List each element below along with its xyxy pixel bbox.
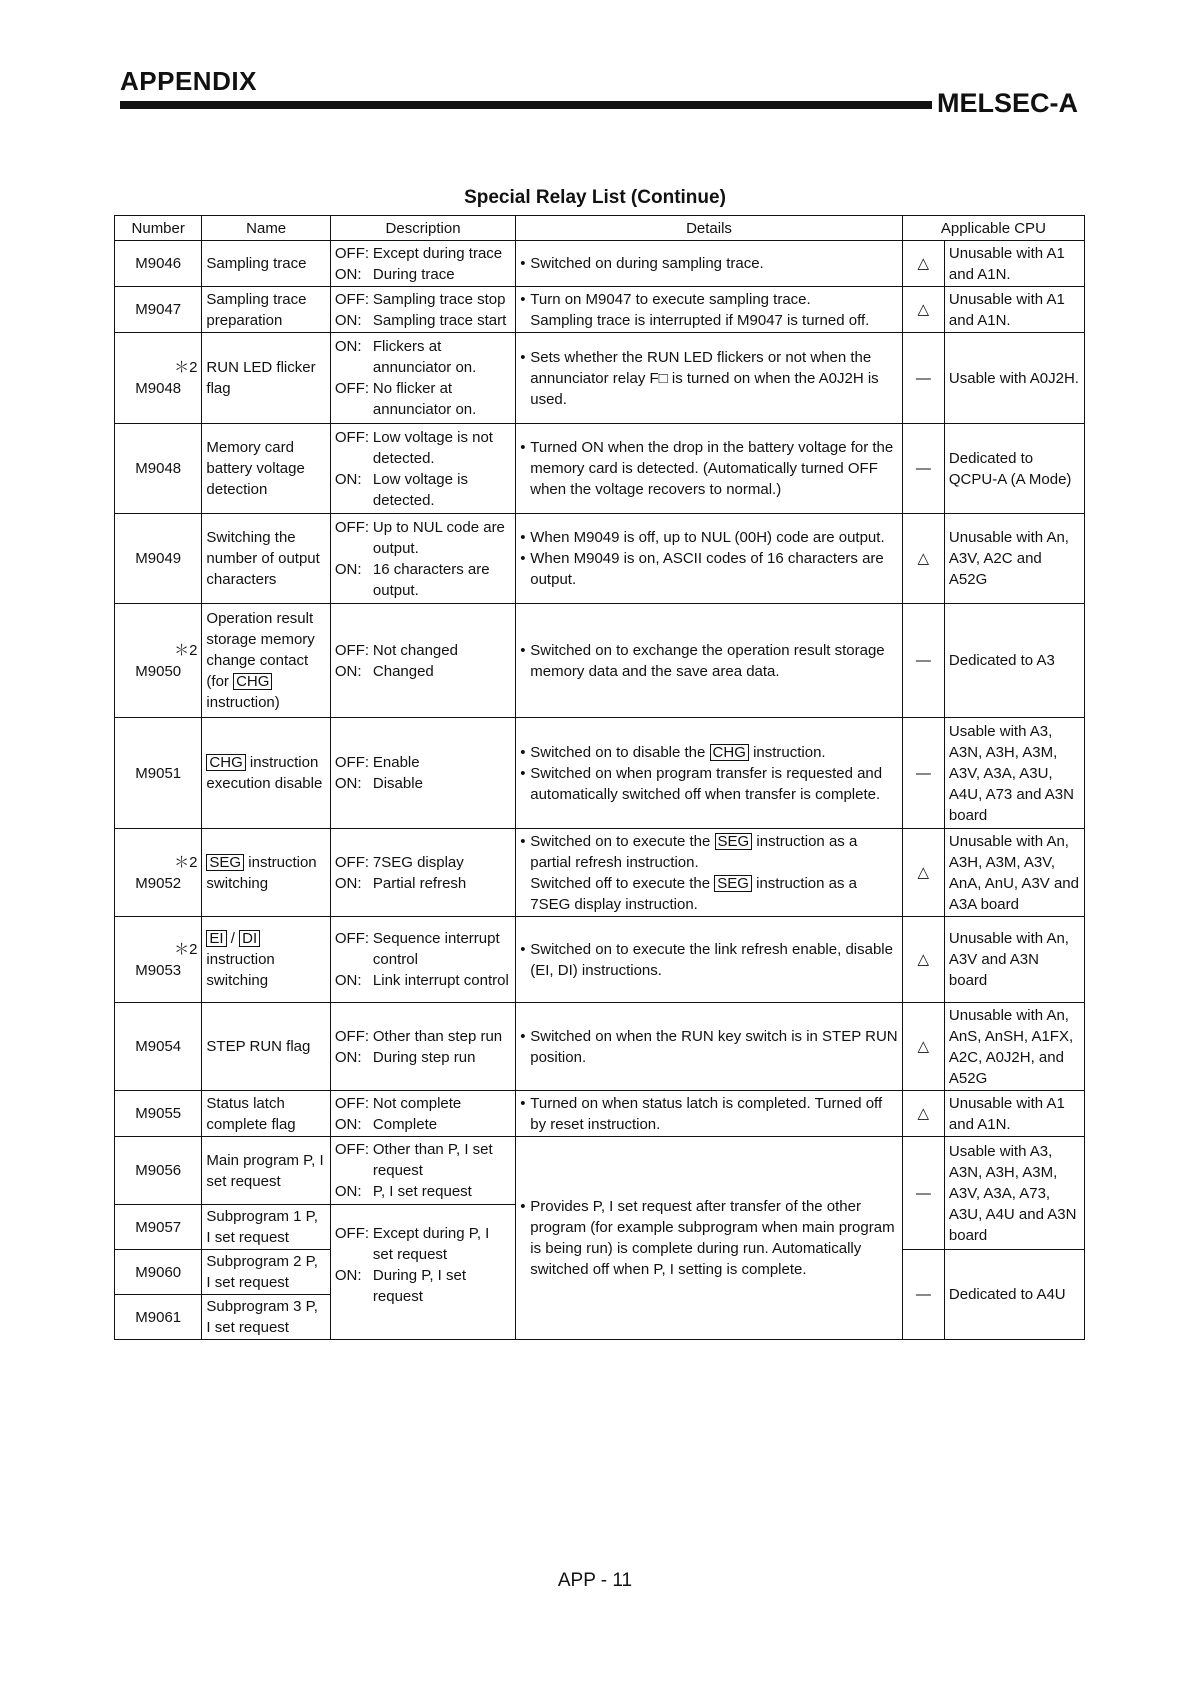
desc-key: OFF: — [334, 1027, 370, 1045]
detail-text: Turned on when status latch is completed. Turned off by reset instruction. — [530, 1094, 883, 1133]
relay-description — [330, 604, 515, 718]
relay-number: M9060 — [115, 1250, 202, 1295]
ei-instruction-box: EI — [206, 930, 226, 947]
relay-details: • Switched on to exchange the operation result storage memory data and the save area data. — [516, 604, 903, 718]
relay-description — [330, 1137, 515, 1205]
applicable-cpu: Unusable with An, A3V and A3N board — [944, 917, 1084, 1003]
relay-description — [330, 718, 515, 829]
relay-name-text: instruction — [249, 754, 319, 771]
relay-name-text: Operation result storage memory change contact (for — [206, 610, 315, 690]
desc-key: ON: — [334, 265, 362, 283]
detail-text: Turn on M9047 to execute sampling trace. — [530, 290, 811, 308]
detail-text: Switched on to disable the — [530, 743, 706, 761]
relay-details: • Switched on to disable the CHG instruction. • Switched on when program transfer is requested and automatically switched off when transfer is complete. — [516, 718, 903, 829]
triangle-icon: △ — [902, 514, 944, 604]
detail-text: Switched on when program transfer is requested and automatically switched off when transfer is complete. — [530, 764, 883, 803]
relay-details: • Switched on when the RUN key switch is in STEP RUN position. — [516, 1003, 903, 1091]
relay-number: M9056 — [115, 1137, 202, 1205]
desc-value: Changed — [372, 662, 434, 680]
desc-key: OFF: — [334, 1225, 370, 1242]
note-marker: ＊2 — [174, 853, 198, 871]
relay-number: M9061 — [115, 1295, 202, 1340]
relay-name-text: instruction) — [206, 694, 280, 711]
chg-instruction-box: CHG — [206, 754, 245, 771]
desc-key: ON: — [334, 1048, 362, 1066]
desc-key: ON: — [334, 662, 362, 680]
desc-value: Low voltage is detected. — [372, 470, 468, 509]
detail-text: instruction as a partial refresh instruction. — [530, 832, 858, 871]
special-relay-table — [114, 215, 1085, 1340]
detail-text: Switched on to execute the — [530, 832, 711, 850]
relay-name: RUN LED flicker flag — [202, 333, 330, 424]
relay-name — [202, 829, 330, 917]
desc-key: ON: — [334, 311, 362, 329]
detail-text: Turned ON when the drop in the battery voltage for the memory card is detected. (Automatically turned OFF when the voltage recovers to normal.) — [530, 439, 894, 498]
desc-value: During trace — [372, 265, 455, 283]
relay-description — [330, 1205, 515, 1340]
relay-number: M9054 — [115, 1003, 202, 1091]
table-row — [115, 917, 1085, 1003]
table-row — [115, 1137, 1085, 1205]
detail-text: Switched on during sampling trace. — [530, 255, 764, 272]
table-row — [115, 1003, 1085, 1091]
desc-value: Sampling trace stop — [372, 290, 506, 308]
applicable-cpu: Dedicated to QCPU-A (A Mode) — [944, 424, 1084, 514]
relay-number-cell — [115, 917, 202, 1003]
relay-details: • Provides P, I set request after transfer of the other program (for example subprogram when main program is being run) is complete during run. Automatically switched off when P, I setting is complete. — [516, 1137, 903, 1340]
desc-key: OFF: — [334, 1141, 370, 1158]
detail-text: Sampling trace is interrupted if M9047 is turned off. — [530, 311, 870, 329]
desc-value: Enable — [372, 754, 420, 771]
relay-details: • Switched on during sampling trace. — [516, 241, 903, 287]
desc-key: OFF: — [334, 930, 370, 947]
relay-details: • Sets whether the RUN LED flickers or not when the annunciator relay F□ is turned on when the A0J2H is used. — [516, 333, 903, 424]
desc-key: OFF: — [334, 641, 370, 659]
desc-value: No flicker at annunciator on. — [372, 380, 477, 418]
detail-text: instruction. — [753, 743, 826, 761]
col-name: Name — [202, 216, 330, 241]
detail-text: Switched on to exchange the operation result storage memory data and the save area data. — [530, 641, 885, 680]
desc-key: ON: — [334, 470, 362, 488]
appendix-heading: APPENDIX — [120, 66, 257, 96]
desc-value: Other than step run — [372, 1027, 503, 1045]
table-row — [115, 241, 1085, 287]
desc-value: Partial refresh — [372, 874, 467, 892]
desc-key: ON: — [334, 560, 362, 578]
table-row — [115, 514, 1085, 604]
relay-name — [202, 917, 330, 1003]
seg-instruction-box: SEG — [715, 833, 753, 850]
desc-key: ON: — [334, 1115, 362, 1133]
relay-details: • Turned on when status latch is completed. Turned off by reset instruction. — [516, 1091, 903, 1137]
relay-number: M9055 — [115, 1091, 202, 1137]
melsec-heading: MELSEC-A — [937, 88, 1078, 118]
dash-icon: — — [902, 604, 944, 718]
detail-text: When M9049 is on, ASCII codes of 16 characters are output. — [530, 550, 884, 588]
chg-instruction-box: CHG — [710, 744, 749, 761]
relay-name-text: execution disable — [206, 775, 323, 792]
separator-text: / — [230, 930, 235, 947]
relay-name: Switching the number of output characters — [202, 514, 330, 604]
desc-key: OFF: — [334, 380, 370, 397]
dash-icon: — — [902, 718, 944, 829]
relay-number: M9050 — [135, 662, 182, 680]
col-applicable-cpu: Applicable CPU — [902, 216, 1084, 241]
desc-key: ON: — [334, 874, 362, 892]
seg-instruction-box: SEG — [206, 854, 244, 871]
applicable-cpu: Usable with A3, A3N, A3H, A3M, A3V, A3A, A73, A3U, A4U and A3N board — [944, 1137, 1084, 1250]
applicable-cpu: Unusable with A1 and A1N. — [944, 1091, 1084, 1137]
desc-value: 16 characters are output. — [372, 560, 490, 599]
table-row — [115, 333, 1085, 424]
relay-name: Sampling trace preparation — [202, 287, 330, 333]
applicable-cpu: Dedicated to A4U — [944, 1250, 1084, 1340]
relay-details: • Switched on to execute the SEG instruction as a partial refresh instruction. Switched off to execute the SEG instruction as a 7SEG display instruction. — [516, 829, 903, 917]
relay-number: M9057 — [115, 1205, 202, 1250]
relay-number-cell — [115, 333, 202, 424]
di-instruction-box: DI — [239, 930, 260, 947]
relay-details: • When M9049 is off, up to NUL (00H) code are output. • When M9049 is on, ASCII codes of 16 characters are output. — [516, 514, 903, 604]
relay-name-text: instruction — [248, 853, 317, 871]
relay-name: Status latch complete flag — [202, 1091, 330, 1137]
desc-key: OFF: — [334, 244, 370, 262]
relay-name-text: instruction switching — [206, 951, 275, 989]
relay-name: Main program P, I set request — [202, 1137, 330, 1205]
applicable-cpu: Unusable with A1 and A1N. — [944, 241, 1084, 287]
note-marker: ＊2 — [174, 641, 198, 659]
triangle-icon: △ — [902, 829, 944, 917]
desc-value: Except during P, I set request — [372, 1225, 490, 1263]
col-details: Details — [516, 216, 903, 241]
relay-description — [330, 1003, 515, 1091]
relay-description — [330, 287, 515, 333]
triangle-icon: △ — [902, 287, 944, 333]
page-number: APP - 11 — [557, 1570, 633, 1591]
desc-key: ON: — [334, 1267, 362, 1284]
relay-name: Subprogram 2 P, I set request — [202, 1250, 330, 1295]
desc-key: ON: — [334, 338, 362, 355]
desc-key: OFF: — [334, 853, 370, 871]
triangle-icon: △ — [902, 1003, 944, 1091]
desc-value: Disable — [372, 775, 423, 792]
desc-value: Not complete — [372, 1094, 462, 1112]
table-header-row — [115, 216, 1085, 241]
relay-description — [330, 514, 515, 604]
relay-name: Subprogram 3 P, I set request — [202, 1295, 330, 1340]
relay-description — [330, 1091, 515, 1137]
note-marker: ＊2 — [174, 359, 198, 376]
desc-value: 7SEG display — [372, 853, 464, 871]
relay-description — [330, 917, 515, 1003]
desc-value: During step run — [372, 1048, 476, 1066]
note-marker: ＊2 — [174, 940, 198, 958]
detail-text: instruction as a 7SEG display instruction. — [530, 874, 858, 913]
relay-number: M9048 — [135, 380, 182, 397]
dash-icon: — — [902, 424, 944, 514]
table-row — [115, 718, 1085, 829]
desc-value: Sequence interrupt control — [372, 930, 500, 968]
relay-number: M9052 — [135, 874, 182, 892]
table-row — [115, 829, 1085, 917]
detail-text: Switched on to execute the link refresh enable, disable (EI, DI) instructions. — [530, 940, 893, 979]
table-title: Special Relay List (Continue) — [464, 187, 726, 208]
applicable-cpu: Dedicated to A3 — [944, 604, 1084, 718]
triangle-icon: △ — [902, 917, 944, 1003]
desc-value: Other than P, I set request — [372, 1141, 493, 1179]
detail-text: Switched on when the RUN key switch is in STEP RUN position. — [530, 1027, 898, 1066]
relay-details: • Turn on M9047 to execute sampling trace. Sampling trace is interrupted if M9047 is turned off. — [516, 287, 903, 333]
applicable-cpu: Unusable with An, A3H, A3M, A3V, AnA, AnU, A3V and A3A board — [944, 829, 1084, 917]
desc-key: OFF: — [334, 518, 370, 536]
desc-key: ON: — [334, 1183, 362, 1200]
header-rule — [120, 101, 932, 109]
desc-value: Except during trace — [372, 244, 503, 262]
relay-name — [202, 604, 330, 718]
desc-key: ON: — [334, 775, 362, 792]
relay-description — [330, 424, 515, 514]
relay-number-cell — [115, 604, 202, 718]
relay-name-text: switching — [206, 874, 269, 892]
desc-value: Up to NUL code are output. — [372, 518, 505, 557]
chg-instruction-box: CHG — [233, 673, 272, 690]
desc-value: During P, I set request — [372, 1267, 466, 1305]
detail-text: When M9049 is off, up to NUL (00H) code are output. — [530, 529, 885, 546]
dash-icon: — — [902, 333, 944, 424]
detail-text: Sets whether the RUN LED flickers or not when the annunciator relay F□ is turned on when the A0J2H is used. — [530, 348, 879, 408]
relay-number: M9047 — [115, 287, 202, 333]
desc-key: ON: — [334, 972, 362, 989]
table-row — [115, 1091, 1085, 1137]
table-row — [115, 424, 1085, 514]
applicable-cpu: Usable with A0J2H. — [944, 333, 1084, 424]
col-number: Number — [115, 216, 202, 241]
relay-details: • Switched on to execute the link refresh enable, disable (EI, DI) instructions. — [516, 917, 903, 1003]
detail-text: Switched off to execute the — [530, 874, 711, 892]
relay-number: M9051 — [115, 718, 202, 829]
relay-name — [202, 718, 330, 829]
desc-key: OFF: — [334, 754, 370, 771]
relay-number: M9048 — [115, 424, 202, 514]
relay-name: STEP RUN flag — [202, 1003, 330, 1091]
relay-details: • Turned ON when the drop in the battery voltage for the memory card is detected. (Automatically turned OFF when the voltage recovers to normal.) — [516, 424, 903, 514]
relay-description — [330, 241, 515, 287]
applicable-cpu: Unusable with An, AnS, AnSH, A1FX, A2C, A0J2H, and A52G — [944, 1003, 1084, 1091]
triangle-icon: △ — [902, 1091, 944, 1137]
detail-text: Provides P, I set request after transfer of the other program (for example subprogram when main program is being run) is complete during run. Automatically switched off when P, I setting is complete. — [530, 1198, 895, 1278]
relay-description — [330, 829, 515, 917]
desc-value: Low voltage is not detected. — [372, 428, 493, 467]
desc-value: Complete — [372, 1115, 438, 1133]
relay-number: M9049 — [115, 514, 202, 604]
col-description: Description — [330, 216, 515, 241]
desc-value: P, I set request — [372, 1183, 472, 1200]
desc-value: Flickers at annunciator on. — [372, 338, 477, 376]
dash-icon: — — [902, 1137, 944, 1250]
desc-key: OFF: — [334, 1094, 370, 1112]
table-row — [115, 604, 1085, 718]
applicable-cpu: Usable with A3, A3N, A3H, A3M, A3V, A3A, A3U, A4U, A73 and A3N board — [944, 718, 1084, 829]
relay-description — [330, 333, 515, 424]
table-row — [115, 287, 1085, 333]
desc-key: OFF: — [334, 428, 370, 446]
relay-name: Sampling trace — [202, 241, 330, 287]
relay-name: Subprogram 1 P, I set request — [202, 1205, 330, 1250]
relay-name: Memory card battery voltage detection — [202, 424, 330, 514]
desc-value: Sampling trace start — [372, 311, 507, 329]
relay-number-cell — [115, 829, 202, 917]
applicable-cpu: Unusable with An, A3V, A2C and A52G — [944, 514, 1084, 604]
desc-key: OFF: — [334, 290, 370, 308]
desc-value: Not changed — [372, 641, 458, 659]
relay-number: M9053 — [135, 961, 182, 979]
seg-instruction-box: SEG — [714, 875, 752, 892]
relay-number: M9046 — [115, 241, 202, 287]
triangle-icon: △ — [902, 241, 944, 287]
desc-value: Link interrupt control — [372, 972, 509, 989]
applicable-cpu: Unusable with A1 and A1N. — [944, 287, 1084, 333]
dash-icon: — — [902, 1250, 944, 1340]
